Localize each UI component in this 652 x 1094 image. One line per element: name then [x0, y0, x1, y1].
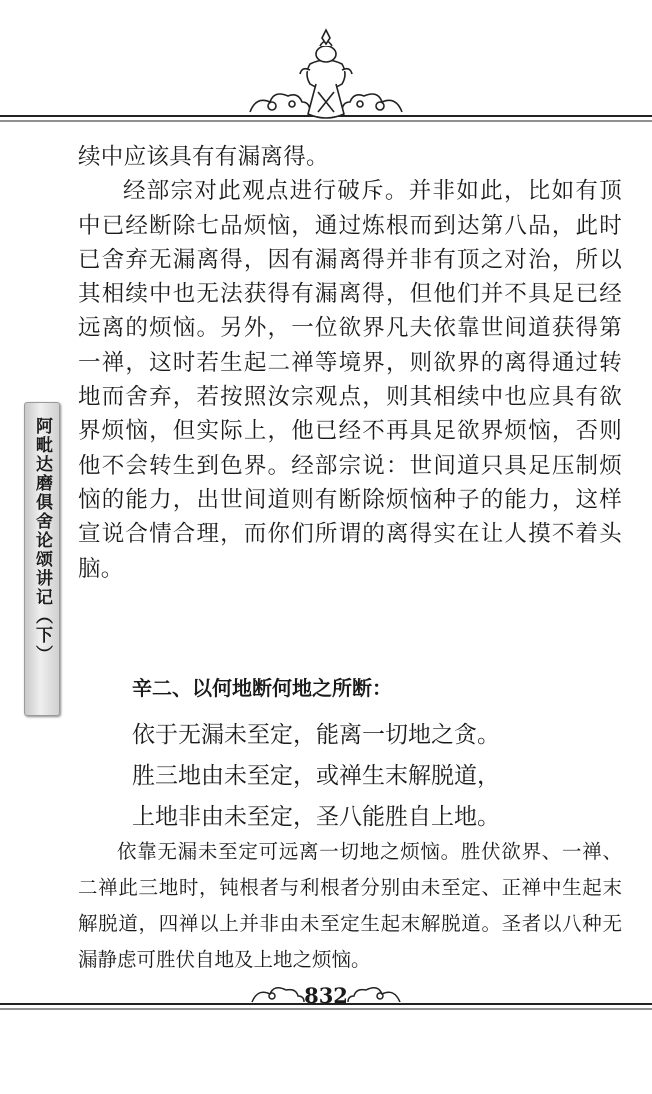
cloud-right-icon: [342, 94, 402, 112]
paragraph-main: 经部宗对此观点进行破斥。并非如此，比如有顶中已经断除七品烦恼，通过炼根而到达第八品，此时已舍弃无漏离得，因有漏离得并非有顶之对治，所以其相续中也无法获得有漏离得，但他们并不具足已经远离的烦恼。另外，一位欲界凡夫依靠世间道获得第一禅，这时若生起二禅等境界，则欲界的离得通过转地而舍弃，若按照汝宗观点，则其相续中也应具有欲界烦恼，但实际上，他已经不再具足欲界烦恼，否则他不会转生到色界。经部宗说：世间道只具足压制烦恼的能力，出世间道则有断除烦恼种子的能力，这样宣说合情合理，而你们所谓的离得实在让人摸不着头脑。: [78, 178, 622, 582]
header-ornament: [0, 0, 652, 130]
commentary-paragraph: 依靠无漏未至定可远离一切地之烦恼。胜伏欲界、一禅、二禅此三地时，钝根者与利根者分别由未至定、正禅中生起末解脱道，四禅以上并非由未至定生起末解脱道。圣者以八种无漏静虑可胜伏自地及上地之烦恼。: [78, 840, 622, 971]
page-number: 832: [304, 983, 348, 1008]
body-text: [78, 140, 622, 586]
verse-line: 胜三地由未至定，或禅生末解脱道，: [132, 763, 500, 789]
paragraph-continuation: 续中应该具有有漏离得。: [78, 144, 329, 170]
section-heading: 辛二、以何地断何地之所断：: [132, 676, 392, 700]
side-tab: [24, 402, 60, 716]
verse-line: 上地非由未至定，圣八能胜自上地。: [132, 804, 500, 830]
commentary: [78, 834, 622, 978]
cloud-left-icon: [250, 94, 310, 112]
side-tab-title: 阿毗达磨俱舍论颂讲记（下）: [32, 417, 52, 664]
verse-line: 依于无漏未至定，能离一切地之贪。: [132, 722, 500, 748]
